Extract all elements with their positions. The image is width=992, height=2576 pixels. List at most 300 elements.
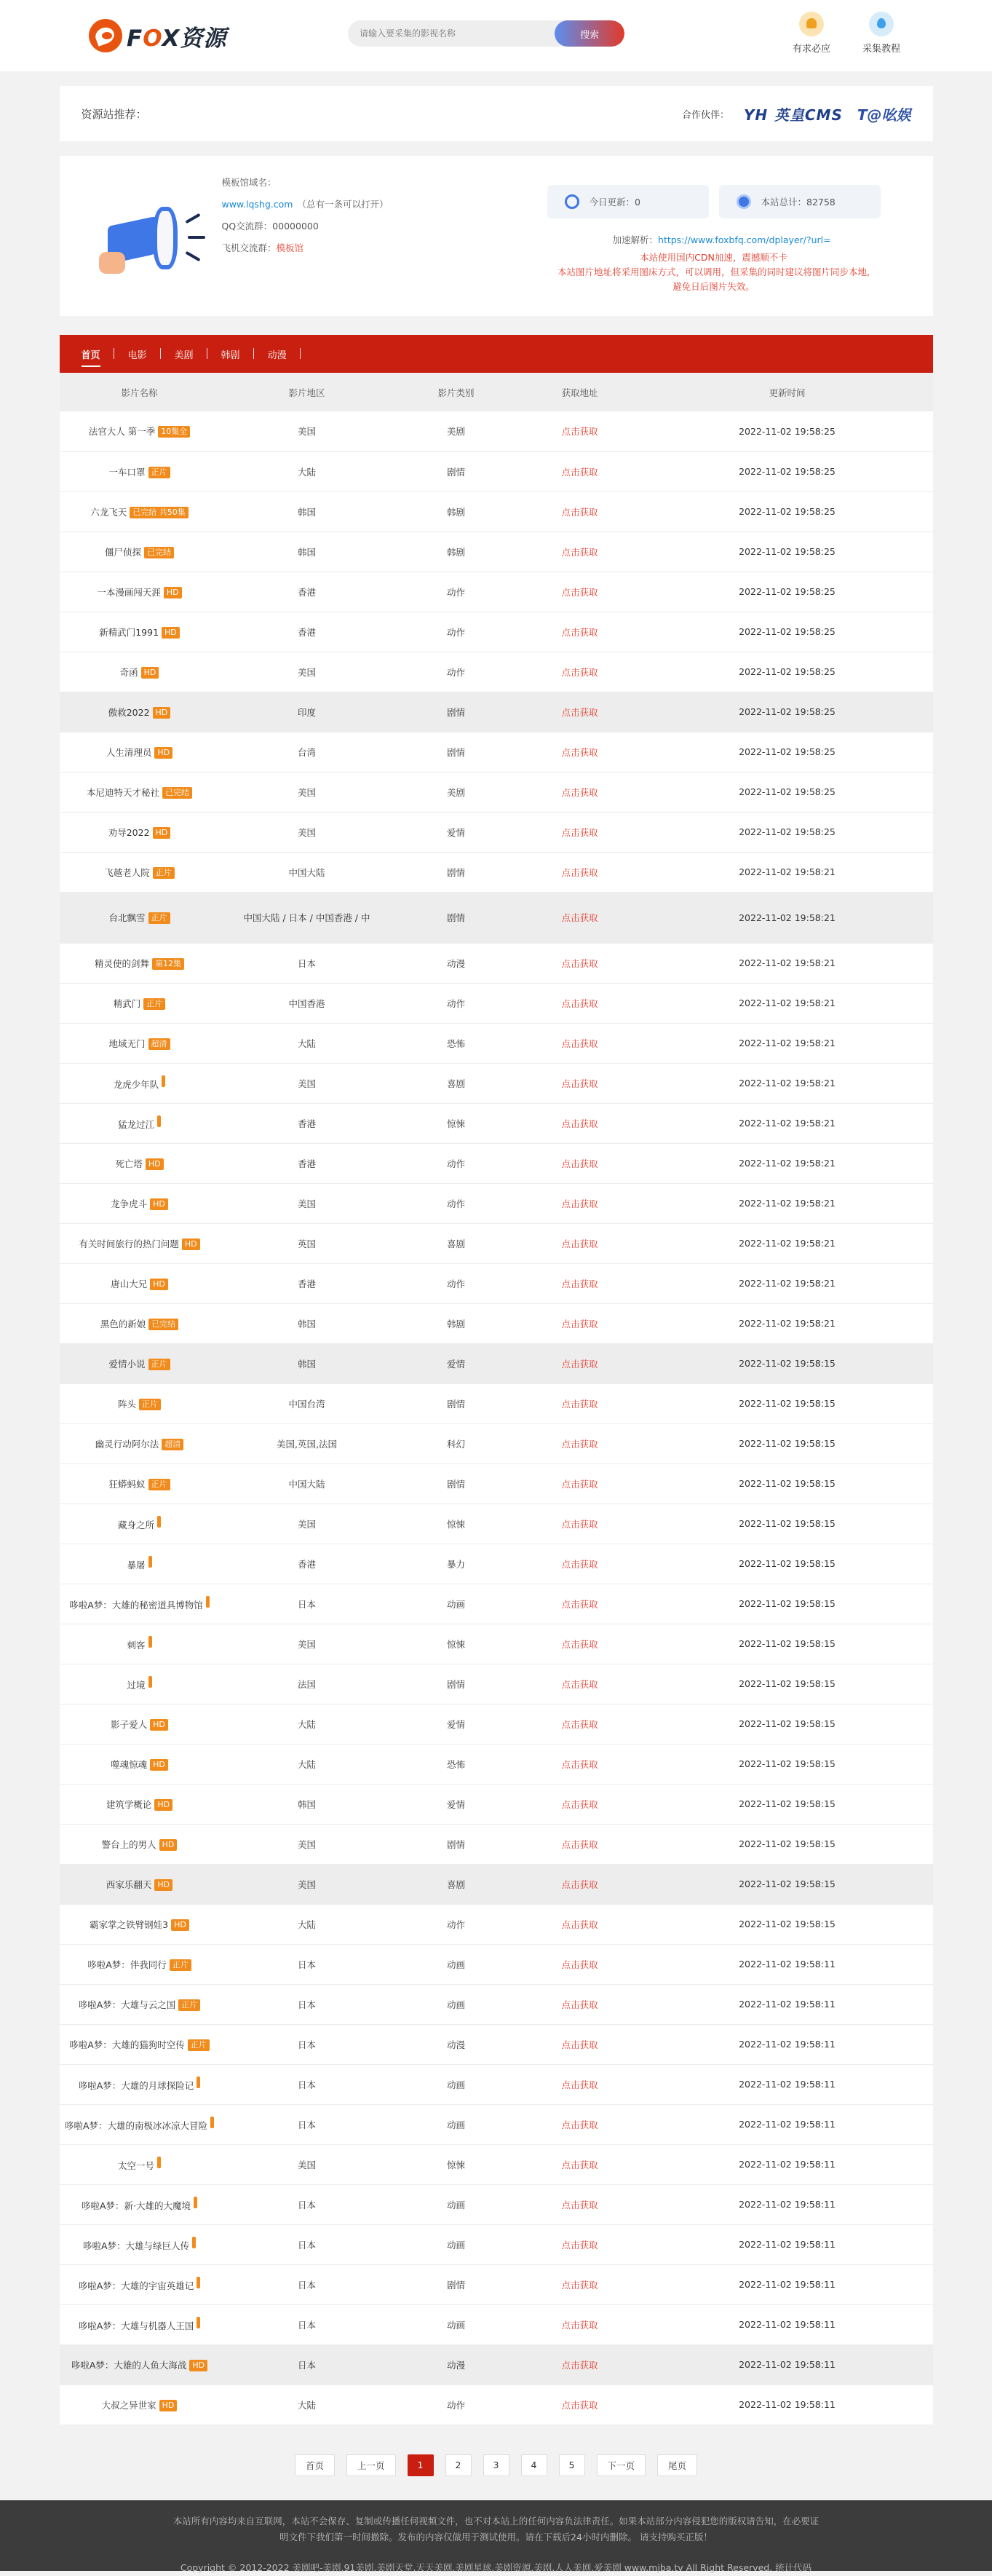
cell-get-link: [518, 1704, 642, 1744]
cell-type: 动漫: [394, 2344, 518, 2385]
video-title[interactable]: 法官大人 第一季: [88, 426, 156, 438]
status-badge: [148, 1556, 152, 1568]
video-title[interactable]: 过境: [127, 1680, 146, 1691]
cell-name: [60, 2064, 220, 2104]
video-title[interactable]: 哆啦A梦：大雄的猫狗时空传: [69, 2039, 185, 2050]
category-tabs: [60, 335, 933, 373]
status-badge: [197, 2077, 200, 2088]
cell-type: 剧情: [394, 1383, 518, 1423]
get-link[interactable]: 点击获取: [561, 1558, 598, 1570]
get-link[interactable]: 点击获取: [561, 1678, 598, 1690]
get-link[interactable]: 点击获取: [561, 2039, 598, 2050]
page-prev[interactable]: 上一页: [346, 2454, 396, 2476]
cell-region: 香港: [220, 1103, 394, 1143]
page-1[interactable]: 1: [408, 2454, 434, 2476]
get-link[interactable]: 点击获取: [561, 2119, 598, 2130]
get-link[interactable]: 点击获取: [561, 2319, 598, 2331]
parser-line: 加速解析：https://www.foxbfq.com/dplayer/?url=: [612, 234, 831, 245]
cell-region: 美国: [220, 1063, 394, 1103]
get-link[interactable]: 点击获取: [561, 1198, 598, 1209]
table-row: [60, 572, 933, 612]
cell-name: [60, 1263, 220, 1303]
table-row: [60, 2385, 933, 2425]
cell-time: 2022-11-02 19:58:25: [642, 612, 933, 652]
tab-movie[interactable]: 电影: [128, 347, 161, 361]
cell-time: 2022-11-02 19:58:15: [642, 1824, 933, 1864]
table-row: [60, 2304, 933, 2344]
status-badge: 正片: [143, 998, 165, 1010]
video-title[interactable]: 太空一号: [117, 2160, 154, 2171]
cell-type: 动作: [394, 1904, 518, 1944]
cell-get-link: [518, 1664, 642, 1704]
table-row: [60, 772, 933, 812]
get-link[interactable]: 点击获取: [561, 912, 598, 923]
site-url-note: （总有一条可以打开）: [297, 199, 389, 210]
cell-time: 2022-11-02 19:58:21: [642, 1023, 933, 1063]
video-title[interactable]: 爱情小说: [108, 1358, 146, 1370]
cell-region: 中国台湾: [220, 1383, 394, 1423]
cell-type: 动画: [394, 2184, 518, 2224]
status-badge: 正片: [153, 867, 175, 879]
get-link[interactable]: 点击获取: [561, 1718, 598, 1730]
cell-region: 日本: [220, 2064, 394, 2104]
cell-get-link: [518, 1584, 642, 1624]
info-panel: [60, 156, 933, 316]
top-nav: [790, 12, 903, 55]
video-title[interactable]: 精灵使的剑舞: [94, 957, 149, 969]
page-last[interactable]: 尾页: [657, 2454, 697, 2476]
cell-type: 动画: [394, 1944, 518, 1984]
cell-type: 动作: [394, 1143, 518, 1183]
status-badge: HD: [159, 2400, 178, 2411]
cell-time: 2022-11-02 19:58:21: [642, 1063, 933, 1103]
status-badge: HD: [182, 1238, 200, 1250]
video-title[interactable]: 本尼迪特天才秘社: [86, 786, 159, 798]
status-badge: 10集全: [158, 426, 190, 438]
get-link[interactable]: 点击获取: [561, 1838, 598, 1850]
disclaimer-line-1: 本站所有内容均来自互联网，本站不会保存、复制或传播任何视频文件，也不对本站上的任何内容负法律责任。如果本站部分内容侵犯您的版权请告知，在必要证: [172, 2516, 820, 2526]
cell-get-link: [518, 1504, 642, 1544]
search-button[interactable]: 搜索: [555, 20, 624, 47]
video-title[interactable]: 建筑学概论: [106, 1798, 152, 1810]
table-row: [60, 2144, 933, 2184]
cell-name: [60, 1824, 220, 1864]
cell-time: 2022-11-02 19:58:15: [642, 1584, 933, 1624]
status-badge: [148, 1636, 152, 1648]
video-title[interactable]: 阵头: [117, 1398, 136, 1410]
video-title[interactable]: 哆啦A梦：大雄的宇宙英雄记: [78, 2280, 194, 2291]
site-total: 本站总计：82758: [719, 185, 881, 218]
get-link[interactable]: 点击获取: [561, 1638, 598, 1650]
cell-time: 2022-11-02 19:58:11: [642, 2024, 933, 2064]
cell-get-link: [518, 1463, 642, 1504]
cell-get-link: [518, 2224, 642, 2264]
cell-time: 2022-11-02 19:58:11: [642, 2385, 933, 2425]
video-title[interactable]: 猛龙过江: [117, 1119, 154, 1130]
status-badge: [192, 2237, 196, 2248]
video-title[interactable]: 哆啦A梦：大雄与云之国: [78, 1999, 176, 2010]
site-logo[interactable]: FOX资源: [89, 17, 226, 54]
video-title[interactable]: 哆啦A梦：大雄与绿巨人传: [82, 2240, 190, 2251]
cell-type: 动画: [394, 1984, 518, 2024]
video-title[interactable]: 哆啦A梦：伴我同行: [87, 1959, 167, 1970]
parser-url-link[interactable]: https://www.foxbfq.com/dplayer/?url=: [658, 234, 831, 245]
video-title[interactable]: 死亡塔: [115, 1158, 143, 1169]
tab-us-drama[interactable]: 美剧: [175, 347, 207, 361]
cell-region: 美国: [220, 1864, 394, 1904]
get-link[interactable]: 点击获取: [561, 957, 598, 969]
get-link[interactable]: 点击获取: [561, 1118, 598, 1129]
video-title[interactable]: 台北飘雪: [108, 912, 146, 923]
video-title[interactable]: 刺客: [127, 1640, 146, 1651]
get-link[interactable]: 点击获取: [561, 1478, 598, 1490]
status-badge: 正片: [148, 1359, 170, 1370]
cell-get-link: [518, 1864, 642, 1904]
video-title[interactable]: 僵尸侦探: [104, 546, 141, 558]
cell-type: 剧情: [394, 2264, 518, 2304]
video-title[interactable]: 人生清理员: [106, 746, 152, 758]
cell-name: [60, 2184, 220, 2224]
get-link[interactable]: 点击获取: [561, 426, 598, 438]
cell-region: 香港: [220, 612, 394, 652]
page-2[interactable]: 2: [445, 2454, 472, 2476]
cell-time: 2022-11-02 19:58:11: [642, 1984, 933, 2024]
get-link[interactable]: 点击获取: [561, 706, 598, 718]
status-badge: HD: [150, 1759, 168, 1771]
video-title[interactable]: 噬魂惊魂: [111, 1758, 148, 1770]
video-title[interactable]: 警台上的男人: [101, 1838, 156, 1850]
cell-name: [60, 2144, 220, 2184]
cell-type: 恐怖: [394, 1744, 518, 1784]
table-row: [60, 892, 933, 943]
cell-get-link: [518, 2184, 642, 2224]
cell-region: 香港: [220, 572, 394, 612]
table-row: [60, 491, 933, 532]
cell-region: 台湾: [220, 732, 394, 772]
cell-get-link: [518, 1544, 642, 1584]
video-title[interactable]: 龙争虎斗: [111, 1198, 148, 1209]
video-title[interactable]: 大叔之异世家: [101, 2399, 156, 2411]
cell-name: [60, 852, 220, 892]
cell-type: 动画: [394, 2224, 518, 2264]
status-badge: 正片: [178, 1999, 200, 2011]
cell-name: [60, 772, 220, 812]
cell-name: [60, 1624, 220, 1664]
cell-region: 中国大陆: [220, 1463, 394, 1504]
video-title[interactable]: 有关时间旅行的热门问题: [79, 1238, 179, 1249]
cell-type: 韩剧: [394, 532, 518, 572]
cell-get-link: [518, 2264, 642, 2304]
cell-time: 2022-11-02 19:58:15: [642, 1744, 933, 1784]
table-row: [60, 1223, 933, 1263]
get-link[interactable]: 点击获取: [561, 1959, 598, 1970]
table-row: [60, 2064, 933, 2104]
get-link[interactable]: 点击获取: [561, 1919, 598, 1930]
status-badge: 正片: [148, 1479, 170, 1490]
get-link[interactable]: 点击获取: [561, 1038, 598, 1049]
cell-region: 韩国: [220, 532, 394, 572]
video-title[interactable]: 傲救2022: [108, 706, 150, 718]
video-title[interactable]: 劝导2022: [108, 826, 150, 838]
cell-type: 动作: [394, 1263, 518, 1303]
cell-time: 2022-11-02 19:58:15: [642, 1864, 933, 1904]
table-row: [60, 1824, 933, 1864]
video-title[interactable]: 幽灵行动阿尔法: [95, 1438, 159, 1450]
video-title[interactable]: 唐山大兄: [111, 1278, 148, 1289]
cell-get-link: [518, 532, 642, 572]
cell-name: [60, 1303, 220, 1343]
status-badge: HD: [146, 1158, 164, 1170]
cell-get-link: [518, 1904, 642, 1944]
cell-type: 动画: [394, 2104, 518, 2144]
cell-time: 2022-11-02 19:58:21: [642, 1143, 933, 1183]
table-row: [60, 1103, 933, 1143]
get-link[interactable]: 点击获取: [561, 1078, 598, 1089]
table-row: [60, 2264, 933, 2304]
get-link[interactable]: 点击获取: [561, 1798, 598, 1810]
tg-value[interactable]: 模板馆: [276, 242, 304, 253]
get-link[interactable]: 点击获取: [561, 466, 598, 478]
cell-region: 韩国: [220, 1784, 394, 1824]
cell-region: 日本: [220, 1584, 394, 1624]
get-link[interactable]: 点击获取: [561, 2359, 598, 2371]
cell-name: [60, 1544, 220, 1584]
video-title[interactable]: 飞越老人院: [104, 866, 150, 878]
cell-type: 动漫: [394, 2024, 518, 2064]
page-next[interactable]: 下一页: [597, 2454, 646, 2476]
video-title[interactable]: 藏身之所: [117, 1520, 154, 1530]
cell-name: [60, 612, 220, 652]
get-link[interactable]: 点击获取: [561, 1238, 598, 1249]
status-badge: HD: [159, 1839, 178, 1851]
video-title[interactable]: 哆啦A梦：大雄的月球探险记: [78, 2080, 194, 2091]
cell-time: 2022-11-02 19:58:11: [642, 2184, 933, 2224]
status-badge: [206, 1596, 210, 1608]
cell-get-link: [518, 2064, 642, 2104]
video-title[interactable]: 霸家掌之铁臂钢娃3: [90, 1919, 169, 1930]
get-link[interactable]: 点击获取: [561, 2399, 598, 2411]
video-title[interactable]: 哆啦A梦：大雄的秘密道具博物馆: [69, 1600, 203, 1611]
get-link[interactable]: 点击获取: [561, 1518, 598, 1530]
cell-get-link: [518, 1063, 642, 1103]
get-link[interactable]: 点击获取: [561, 506, 598, 518]
status-badge: [148, 1676, 152, 1688]
cell-time: 2022-11-02 19:58:21: [642, 1183, 933, 1223]
nav-tutorial[interactable]: 采集教程: [860, 12, 903, 55]
cell-region: 中国大陆: [220, 852, 394, 892]
video-title[interactable]: 西家乐翻天: [106, 1878, 152, 1890]
cell-get-link: [518, 1223, 642, 1263]
cell-time: 2022-11-02 19:58:11: [642, 2224, 933, 2264]
col-time: 更新时间: [642, 373, 933, 411]
video-title[interactable]: 狂蟒蚂蚁: [108, 1478, 146, 1490]
site-url-link[interactable]: www.lqshg.com: [221, 199, 293, 210]
col-region: 影片地区: [220, 373, 394, 411]
get-link[interactable]: 点击获取: [561, 1358, 598, 1370]
cell-time: 2022-11-02 19:58:25: [642, 812, 933, 852]
get-link[interactable]: 点击获取: [561, 1398, 598, 1410]
table-row: [60, 652, 933, 692]
table-row: [60, 2024, 933, 2064]
cell-time: 2022-11-02 19:58:21: [642, 1223, 933, 1263]
tab-kr-drama[interactable]: 韩剧: [221, 347, 254, 361]
cell-get-link: [518, 2024, 642, 2064]
cell-time: 2022-11-02 19:58:15: [642, 1423, 933, 1463]
get-link[interactable]: 点击获取: [561, 786, 598, 798]
cell-region: 日本: [220, 2264, 394, 2304]
cell-region: 印度: [220, 692, 394, 732]
cell-name: [60, 892, 220, 943]
get-link[interactable]: 点击获取: [561, 997, 598, 1009]
video-title[interactable]: 新精武门1991: [99, 626, 159, 638]
cell-type: 暴力: [394, 1544, 518, 1584]
get-link[interactable]: 点击获取: [561, 586, 598, 598]
table-row: [60, 692, 933, 732]
cell-name: [60, 1904, 220, 1944]
table-row: [60, 1023, 933, 1063]
get-link[interactable]: 点击获取: [561, 1278, 598, 1289]
cell-time: 2022-11-02 19:58:25: [642, 692, 933, 732]
cell-type: 动作: [394, 572, 518, 612]
cell-type: 惊悚: [394, 1504, 518, 1544]
tg-label: 飞机交流群：: [221, 242, 277, 253]
cell-get-link: [518, 692, 642, 732]
video-title[interactable]: 奇函: [119, 666, 138, 678]
video-title[interactable]: 影子爱人: [111, 1718, 148, 1730]
table-row: [60, 2344, 933, 2385]
qq-group: QQ交流群：00000000: [221, 221, 319, 232]
tab-home[interactable]: 首页: [82, 347, 114, 361]
cell-time: 2022-11-02 19:58:15: [642, 1904, 933, 1944]
cell-get-link: [518, 1343, 642, 1383]
get-link[interactable]: 点击获取: [561, 1318, 598, 1330]
cell-region: 美国: [220, 652, 394, 692]
get-link[interactable]: 点击获取: [561, 2079, 598, 2090]
status-badge: 超清: [162, 1439, 183, 1450]
get-link[interactable]: 点击获取: [561, 2239, 598, 2251]
table-row: [60, 1664, 933, 1704]
page-3[interactable]: 3: [483, 2454, 509, 2476]
video-table: [60, 373, 933, 2425]
status-badge: [194, 2197, 197, 2208]
chart-icon: [737, 194, 751, 209]
video-title[interactable]: 六龙飞天: [90, 506, 127, 518]
get-link[interactable]: 点击获取: [561, 866, 598, 878]
cell-time: 2022-11-02 19:58:21: [642, 1263, 933, 1303]
cell-name: [60, 1023, 220, 1063]
status-badge: HD: [150, 1279, 168, 1290]
get-link[interactable]: 点击获取: [561, 666, 598, 678]
table-row: [60, 411, 933, 451]
status-badge: [210, 2117, 214, 2128]
cell-time: 2022-11-02 19:58:21: [642, 1103, 933, 1143]
cell-name: [60, 1664, 220, 1704]
cell-time: 2022-11-02 19:58:11: [642, 2264, 933, 2304]
get-link[interactable]: 点击获取: [561, 1158, 598, 1169]
cell-get-link: [518, 983, 642, 1023]
search-input[interactable]: [348, 20, 555, 47]
table-header: [60, 373, 933, 411]
cell-name: [60, 1143, 220, 1183]
cell-time: 2022-11-02 19:58:25: [642, 652, 933, 692]
table-row: [60, 1504, 933, 1544]
today-updates: 今日更新：0: [547, 185, 709, 218]
video-title[interactable]: 哆啦A梦：大雄与机器人王国: [78, 2320, 194, 2331]
page-first[interactable]: 首页: [295, 2454, 335, 2476]
table-row: [60, 1584, 933, 1624]
cell-region: 韩国: [220, 1343, 394, 1383]
partner-label: 合作伙伴：: [681, 109, 729, 121]
get-link[interactable]: 点击获取: [561, 746, 598, 758]
cell-region: 日本: [220, 2344, 394, 2385]
status-badge: 已完结: [162, 787, 192, 799]
video-title[interactable]: 哆啦A梦：大雄的南极冰冰凉大冒险: [64, 2120, 208, 2131]
video-title[interactable]: 龙虎少年队: [113, 1079, 159, 1090]
disclaimer-line-2: 明文件下我们第一时间撤除。发布的内容仅做用于测试使用。请在下载后24小时内删除。 请支持购买正版！: [279, 2532, 713, 2543]
get-link[interactable]: 点击获取: [561, 626, 598, 638]
cell-get-link: [518, 812, 642, 852]
video-title[interactable]: 一车口罩: [108, 466, 146, 478]
get-link[interactable]: 点击获取: [561, 1878, 598, 1890]
get-link[interactable]: 点击获取: [561, 546, 598, 558]
cell-region: 美国: [220, 2144, 394, 2184]
cell-name: [60, 1463, 220, 1504]
page-5[interactable]: 5: [559, 2454, 585, 2476]
cdn-notice: 本站使用国内CDN加速，震撼顺不卡 本站图片地址将采用图床方式，可以调用，但采集的同时建议将图片同步本地, 避免日后图片失效。: [557, 252, 870, 292]
cell-get-link: [518, 2385, 642, 2425]
get-link[interactable]: 点击获取: [561, 826, 598, 838]
status-badge: HD: [154, 747, 172, 759]
video-title[interactable]: 地域无门: [108, 1038, 146, 1049]
video-title[interactable]: 哆啦A梦：大雄的人鱼大海战: [71, 2359, 187, 2371]
cell-region: 韩国: [220, 491, 394, 532]
get-link[interactable]: 点击获取: [561, 1999, 598, 2010]
cell-get-link: [518, 1624, 642, 1664]
cell-time: 2022-11-02 19:58:11: [642, 2304, 933, 2344]
cell-time: 2022-11-02 19:58:15: [642, 1544, 933, 1584]
table-row: [60, 1784, 933, 1824]
cell-type: 喜剧: [394, 1223, 518, 1263]
get-link[interactable]: 点击获取: [561, 2199, 598, 2210]
cell-time: 2022-11-02 19:58:25: [642, 532, 933, 572]
cell-time: 2022-11-02 19:58:21: [642, 892, 933, 943]
get-link[interactable]: 点击获取: [561, 2159, 598, 2170]
get-link[interactable]: 点击获取: [561, 1598, 598, 1610]
nav-request[interactable]: 有求必应: [790, 12, 833, 55]
cell-get-link: [518, 1824, 642, 1864]
table-row: [60, 1944, 933, 1984]
cell-get-link: [518, 732, 642, 772]
video-title[interactable]: 精武门: [113, 997, 141, 1009]
partner-yh-logo[interactable]: YH 英皇CMS: [743, 106, 843, 124]
page-4[interactable]: 4: [521, 2454, 547, 2476]
video-title[interactable]: 一本漫画闯天涯: [97, 586, 161, 598]
get-link[interactable]: 点击获取: [561, 1758, 598, 1770]
cell-time: 2022-11-02 19:58:21: [642, 943, 933, 983]
search-bar: [348, 20, 624, 47]
status-badge: [197, 2277, 200, 2288]
table-row: [60, 2224, 933, 2264]
col-get: 获取地址: [518, 373, 642, 411]
cell-time: 2022-11-02 19:58:25: [642, 572, 933, 612]
video-title[interactable]: 黑色的新娘: [100, 1318, 146, 1330]
partner-second-logo[interactable]: T@吆娱: [857, 106, 911, 124]
get-link[interactable]: 点击获取: [561, 1438, 598, 1450]
video-title[interactable]: 哆啦A梦：新·大雄的大魔境: [81, 2200, 191, 2211]
tab-anime[interactable]: 动漫: [268, 347, 301, 361]
get-link[interactable]: 点击获取: [561, 2279, 598, 2291]
video-title[interactable]: 暴屠: [127, 1560, 146, 1571]
